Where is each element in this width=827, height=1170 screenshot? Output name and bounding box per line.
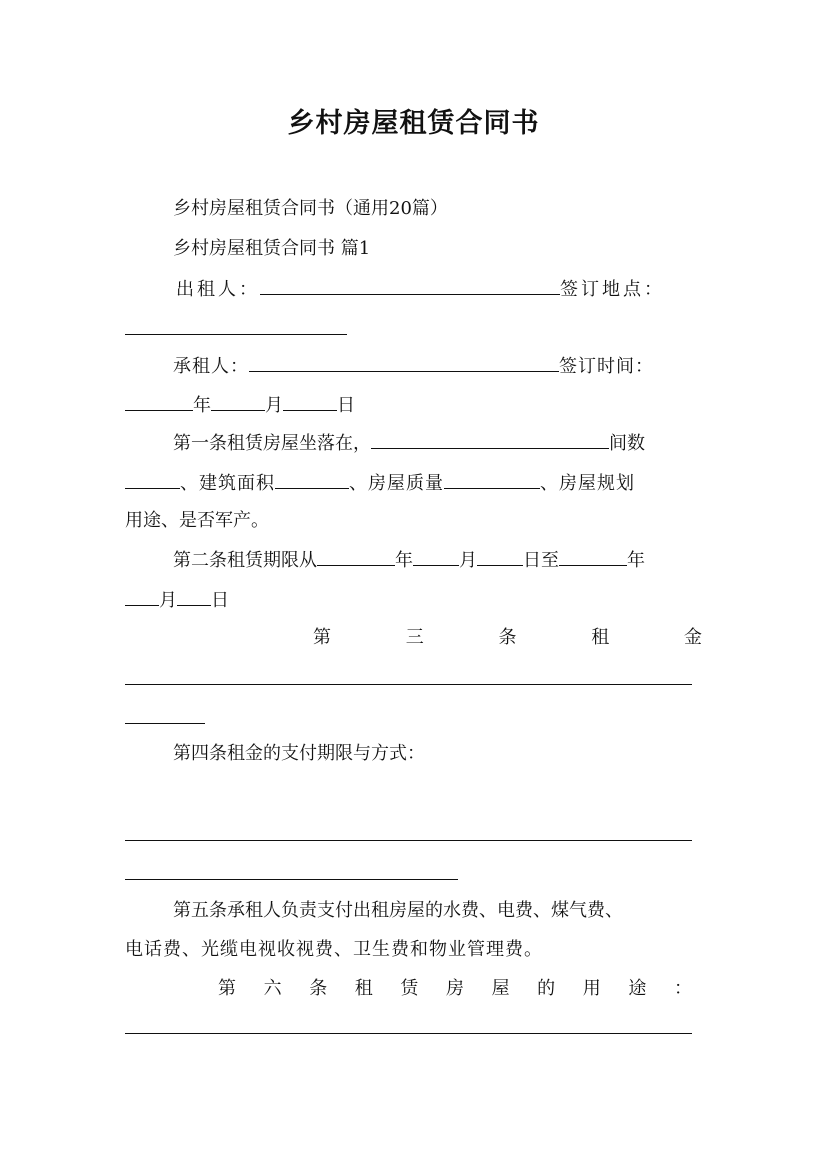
month-blank [211,392,265,411]
end-month-label: 月 [159,590,177,611]
end-month-blank [125,587,159,606]
article-2-line-2 [125,587,229,614]
year-label: 年 [193,395,211,416]
end-day-label: 日 [211,590,229,611]
start-year-blank [317,547,395,566]
article-6-char: 途 [628,978,647,999]
article-6-char: 条 [309,978,328,999]
sign-date-line [125,392,355,419]
article-3-char: 租 [591,627,610,648]
document-title: 乡村房屋租赁合同书 [287,108,540,139]
article-6-char: 六 [263,978,282,999]
article-3-heading [313,625,702,651]
subtitle-line: 乡村房屋租赁合同书（通用20篇） [173,198,448,219]
start-month-blank [413,547,459,566]
lessor-line [176,276,665,303]
end-year-blank [559,547,627,566]
article-1-line-1 [173,430,645,457]
article-3-char: 金 [684,627,702,648]
end-year-label: 年 [627,550,645,571]
article-1-line-2 [125,470,635,497]
article-6-char: 的 [537,978,556,999]
rent-blank-1 [125,684,692,685]
article-1-line-3: 用途、是否军产。 [125,510,269,531]
article-5-line-1: 第五条承租人负责支付出租房屋的水费、电费、煤气费、 [173,900,623,921]
article-6-char: 房 [445,978,464,999]
area-blank [275,470,349,489]
day-label: 日 [337,395,355,416]
plan-label: 、房屋规划 [540,473,635,494]
start-year-label: 年 [395,550,413,571]
rent-blank-2 [125,723,205,724]
article-3-char: 第 [313,627,331,648]
start-month-label: 月 [459,550,477,571]
article-6-char: 租 [354,978,373,999]
quality-label: 、房屋质量 [349,473,444,494]
article-1-location-label: 第一条租赁房屋坐落在， [173,433,371,454]
day-blank [283,392,337,411]
year-blank [125,392,193,411]
location-blank [371,430,609,449]
month-label: 月 [265,395,283,416]
article-6-char: 用 [582,978,601,999]
rooms-label: 间数 [609,433,645,454]
article-6-heading [218,976,692,1002]
article-6-char: 屋 [491,978,510,999]
lessor-blank [260,276,560,295]
article-6-char: 第 [218,978,236,999]
article-6-char: 赁 [400,978,419,999]
article-3-char: 条 [498,627,517,648]
quality-blank [444,470,540,489]
area-label: 、建筑面积 [180,473,275,494]
article-6-char: ： [673,978,692,999]
usage-blank [125,1033,692,1034]
sign-time-label: 签订时间： [559,356,654,377]
article-5-line-2: 电话费、光缆电视收视费、卫生费和物业管理费。 [125,939,543,960]
section-heading: 乡村房屋租赁合同书 篇1 [173,238,371,259]
article-2-label: 第二条租赁期限从 [173,550,317,571]
start-day-to-label: 日至 [523,550,559,571]
rooms-blank [125,470,180,489]
payment-blank-1 [125,840,692,841]
article-2-line-1 [173,547,645,574]
start-day-blank [477,547,523,566]
end-day-blank [177,587,211,606]
lessor-label: 出租人： [176,279,260,300]
lessee-blank [249,353,559,372]
sign-place-label: 签订地点： [560,279,665,300]
article-3-char: 三 [405,627,424,648]
article-4-heading: 第四条租金的支付期限与方式： [173,743,425,764]
payment-blank-2 [125,879,458,880]
sign-place-blank [125,334,347,335]
lessee-line [173,353,654,380]
lessee-label: 承租人： [173,356,249,377]
